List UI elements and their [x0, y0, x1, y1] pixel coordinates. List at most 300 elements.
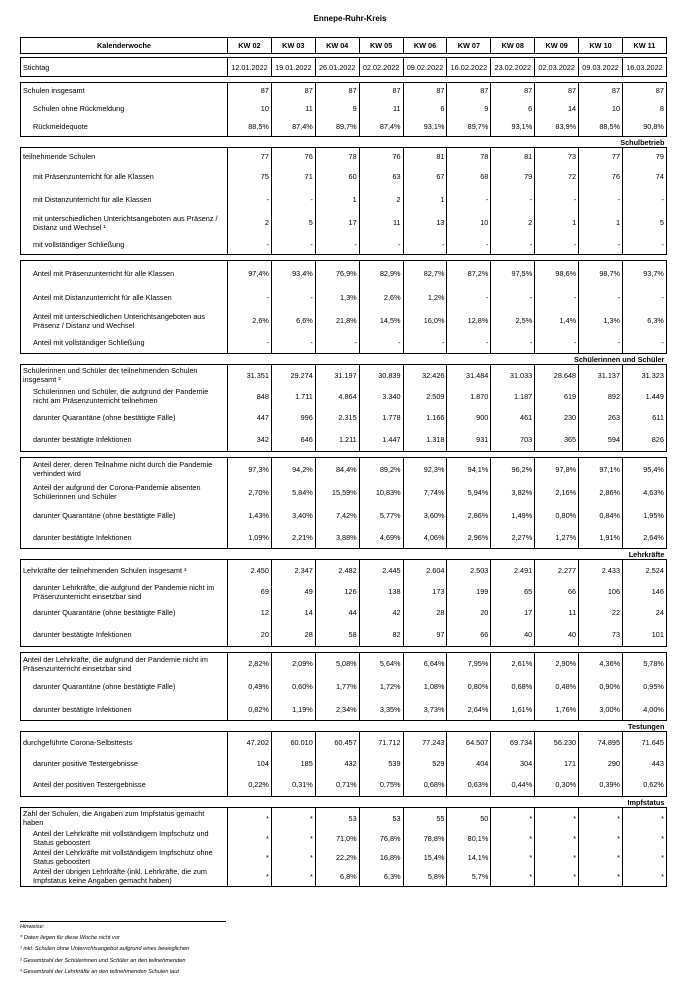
stichtag-date: 16.02.2022	[447, 58, 491, 77]
value-cell: 50	[447, 808, 491, 829]
value-cell: 1,72%	[359, 675, 403, 699]
value-cell: 87	[535, 83, 579, 99]
value-cell: 79	[491, 165, 535, 189]
footnote: ¹ inkl. Schulen ohne Unterrichtsangebot aufgrund eines beweglichen	[20, 946, 190, 953]
row-label: Schulen ohne Rückmeldung	[21, 99, 228, 118]
value-cell: 1.318	[403, 429, 447, 452]
header-week: KW 09	[535, 38, 579, 54]
value-cell: 1,08%	[403, 675, 447, 699]
stichtag-date: 19.01.2022	[271, 58, 315, 77]
row-label: Anteil der positiven Testergebnisse	[21, 774, 228, 797]
value-cell: 0,68%	[491, 675, 535, 699]
value-cell: 447	[228, 407, 272, 429]
value-cell: 5,78%	[623, 653, 667, 675]
table-row	[21, 333, 667, 354]
value-cell: 16,0%	[403, 309, 447, 333]
value-cell: 996	[271, 407, 315, 429]
value-cell: 97,8%	[535, 458, 579, 481]
value-cell: 2,61%	[491, 653, 535, 675]
value-cell: 87	[491, 83, 535, 99]
value-cell: 93,7%	[623, 261, 667, 287]
value-cell: 3,82%	[491, 481, 535, 504]
value-cell: 5,77%	[359, 504, 403, 527]
value-cell: 173	[403, 581, 447, 603]
value-cell: 5,94%	[447, 481, 491, 504]
value-cell: 1.166	[403, 407, 447, 429]
value-cell: 0,49%	[228, 675, 272, 699]
value-cell: 22	[579, 603, 623, 623]
value-cell: 3,73%	[403, 699, 447, 721]
section-heading: Impfstatus	[627, 797, 665, 807]
value-cell: *	[228, 848, 272, 867]
value-cell: 74.895	[579, 732, 623, 753]
value-cell: 10	[579, 99, 623, 118]
value-cell: 1,61%	[491, 699, 535, 721]
value-cell: 17	[315, 211, 359, 235]
value-cell: *	[491, 867, 535, 887]
row-label: Schülerinnen und Schüler, die aufgrund der Pandemie nicht am Präsenzunterricht teilnehmen	[21, 386, 228, 407]
value-cell: 98,7%	[579, 261, 623, 287]
value-cell: 28.648	[535, 365, 579, 386]
value-cell: 10	[447, 211, 491, 235]
value-cell: -	[403, 235, 447, 255]
header-week: KW 03	[271, 38, 315, 54]
value-cell: 2,86%	[579, 481, 623, 504]
value-cell: -	[271, 333, 315, 354]
value-cell: *	[623, 829, 667, 848]
row-label: darunter Quarantäne (ohne bestätigte Fälle)	[21, 407, 228, 429]
value-cell: *	[579, 808, 623, 829]
value-cell: 68	[447, 165, 491, 189]
value-cell: 5	[623, 211, 667, 235]
value-cell: 101	[623, 623, 667, 647]
value-cell: 1.447	[359, 429, 403, 452]
row-label: Anteil der aufgrund der Corona-Pandemie absenten Schülerinnen und Schüler	[21, 481, 228, 504]
value-cell: 12,8%	[447, 309, 491, 333]
value-cell: 0,22%	[228, 774, 272, 797]
value-cell: 0,71%	[315, 774, 359, 797]
stichtag-date: 12.01.2022	[228, 58, 272, 77]
value-cell: *	[579, 829, 623, 848]
table-row	[21, 808, 667, 829]
value-cell: -	[315, 235, 359, 255]
value-cell: 432	[315, 753, 359, 774]
value-cell: 146	[623, 581, 667, 603]
row-label: darunter Quarantäne (ohne bestätigte Fälle)	[21, 675, 228, 699]
value-cell: 10,83%	[359, 481, 403, 504]
value-cell: 2,27%	[491, 527, 535, 549]
value-cell: *	[228, 808, 272, 829]
row-label: teilnehmende Schulen	[21, 148, 228, 165]
header-week: KW 08	[491, 38, 535, 54]
value-cell: 1	[579, 211, 623, 235]
value-cell: -	[579, 189, 623, 211]
value-cell: 78,8%	[403, 829, 447, 848]
value-cell: 8	[623, 99, 667, 118]
row-label: darunter bestätigte Infektionen	[21, 527, 228, 549]
value-cell: 848	[228, 386, 272, 407]
value-cell: 74	[623, 165, 667, 189]
value-cell: 15,4%	[403, 848, 447, 867]
value-cell: -	[623, 235, 667, 255]
value-cell: 53	[315, 808, 359, 829]
value-cell: 64.507	[447, 732, 491, 753]
value-cell: 5	[271, 211, 315, 235]
value-cell: *	[271, 808, 315, 829]
value-cell: 0,60%	[271, 675, 315, 699]
header-week: KW 02	[228, 38, 272, 54]
header-label: Kalenderwoche	[21, 38, 228, 54]
table-row	[21, 407, 667, 429]
value-cell: 11	[359, 99, 403, 118]
value-cell: 1	[403, 189, 447, 211]
value-cell: 931	[447, 429, 491, 452]
page-title: Ennepe-Ruhr-Kreis	[313, 14, 387, 23]
value-cell: 78	[315, 148, 359, 165]
value-cell: 5,64%	[359, 653, 403, 675]
value-cell: -	[359, 333, 403, 354]
value-cell: 1.449	[623, 386, 667, 407]
value-cell: 89,7%	[447, 118, 491, 137]
value-cell: 2,64%	[447, 699, 491, 721]
value-cell: 93,4%	[271, 261, 315, 287]
value-cell: 703	[491, 429, 535, 452]
value-cell: 4,36%	[579, 653, 623, 675]
value-cell: 1	[315, 189, 359, 211]
value-cell: 5,7%	[447, 867, 491, 887]
table-row	[21, 235, 667, 255]
value-cell: 4,63%	[623, 481, 667, 504]
table-row	[21, 867, 667, 887]
value-cell: 2.277	[535, 560, 579, 581]
value-cell: 94,1%	[447, 458, 491, 481]
value-cell: 6	[491, 99, 535, 118]
value-cell: 4,06%	[403, 527, 447, 549]
table-row	[21, 165, 667, 189]
table-row	[21, 429, 667, 452]
value-cell: -	[447, 235, 491, 255]
header-week: KW 10	[579, 38, 623, 54]
value-cell: 1,77%	[315, 675, 359, 699]
section-heading-row	[21, 354, 667, 365]
value-cell: 4,69%	[359, 527, 403, 549]
value-cell: *	[623, 848, 667, 867]
value-cell: 24	[623, 603, 667, 623]
value-cell: 892	[579, 386, 623, 407]
value-cell: 28	[271, 623, 315, 647]
value-cell: 87	[228, 83, 272, 99]
row-label: darunter bestätigte Infektionen	[21, 429, 228, 452]
value-cell: 1.211	[315, 429, 359, 452]
value-cell: *	[228, 829, 272, 848]
value-cell: 594	[579, 429, 623, 452]
value-cell: 83,9%	[535, 118, 579, 137]
value-cell: 12	[228, 603, 272, 623]
value-cell: 900	[447, 407, 491, 429]
value-cell: *	[271, 848, 315, 867]
value-cell: 2,96%	[447, 527, 491, 549]
value-cell: 365	[535, 429, 579, 452]
row-label: Anteil mit vollständiger Schließung	[21, 333, 228, 354]
value-cell: 98,6%	[535, 261, 579, 287]
value-cell: 40	[535, 623, 579, 647]
section-heading-row	[21, 137, 667, 148]
value-cell: 31.323	[623, 365, 667, 386]
value-cell: 106	[579, 581, 623, 603]
value-cell: 0,80%	[447, 675, 491, 699]
table-row	[21, 189, 667, 211]
table-row	[21, 675, 667, 699]
table-row	[21, 623, 667, 647]
table-row	[21, 481, 667, 504]
row-label: Schülerinnen und Schüler der teilnehmenden Schulen insgesamt ²	[21, 365, 228, 386]
value-cell: -	[403, 333, 447, 354]
header-week: KW 07	[447, 38, 491, 54]
value-cell: 67	[403, 165, 447, 189]
row-label: darunter Quarantäne (ohne bestätigte Fälle)	[21, 504, 228, 527]
value-cell: 40	[491, 623, 535, 647]
row-label: mit vollständiger Schließung	[21, 235, 228, 255]
value-cell: 5,8%	[403, 867, 447, 887]
value-cell: 87	[315, 83, 359, 99]
value-cell: 539	[359, 753, 403, 774]
header-row	[21, 38, 667, 54]
value-cell: 2,82%	[228, 653, 272, 675]
value-cell: 1,09%	[228, 527, 272, 549]
value-cell: 0,84%	[579, 504, 623, 527]
value-cell: 31.351	[228, 365, 272, 386]
footnote-heading: Hinweise:	[20, 921, 226, 933]
value-cell: 2.491	[491, 560, 535, 581]
value-cell: 0,39%	[579, 774, 623, 797]
value-cell: -	[228, 333, 272, 354]
value-cell: *	[623, 808, 667, 829]
value-cell: 58	[315, 623, 359, 647]
value-cell: 84,4%	[315, 458, 359, 481]
header-week: KW 05	[359, 38, 403, 54]
value-cell: 5,08%	[315, 653, 359, 675]
row-label: darunter bestätigte Infektionen	[21, 623, 228, 647]
value-cell: 263	[579, 407, 623, 429]
value-cell: -	[491, 189, 535, 211]
value-cell: 826	[623, 429, 667, 452]
footnote: ² Gesamtzahl der Schülerinnen und Schüler an den teilnehmenden	[20, 957, 186, 964]
value-cell: 87	[579, 83, 623, 99]
value-cell: 90,8%	[623, 118, 667, 137]
value-cell: 1,49%	[491, 504, 535, 527]
value-cell: 2.450	[228, 560, 272, 581]
value-cell: 5,84%	[271, 481, 315, 504]
value-cell: 82,7%	[403, 261, 447, 287]
value-cell: 6,8%	[315, 867, 359, 887]
table-row	[21, 458, 667, 481]
value-cell: -	[535, 235, 579, 255]
stichtag-date: 26.01.2022	[315, 58, 359, 77]
row-label: Schulen insgesamt	[21, 83, 228, 99]
value-cell: 29.274	[271, 365, 315, 386]
value-cell: 0,44%	[491, 774, 535, 797]
table-row	[21, 148, 667, 165]
statistics-table	[20, 37, 667, 887]
value-cell: 32.426	[403, 365, 447, 386]
value-cell: 1,19%	[271, 699, 315, 721]
value-cell: 87	[359, 83, 403, 99]
value-cell: 73	[535, 148, 579, 165]
row-label: durchgeführte Corona-Selbsttests	[21, 732, 228, 753]
table-row	[21, 581, 667, 603]
value-cell: 14,1%	[447, 848, 491, 867]
value-cell: 87,2%	[447, 261, 491, 287]
value-cell: 21,8%	[315, 309, 359, 333]
value-cell: 9	[447, 99, 491, 118]
value-cell: -	[623, 189, 667, 211]
value-cell: 89,2%	[359, 458, 403, 481]
value-cell: -	[623, 287, 667, 309]
value-cell: 2,5%	[491, 309, 535, 333]
row-label: Anteil der Lehrkräfte mit vollständigem Impfschutz ohne Status geboostert	[21, 848, 228, 867]
table-row	[21, 287, 667, 309]
value-cell: 14	[271, 603, 315, 623]
table-row	[21, 365, 667, 386]
table-row	[21, 527, 667, 549]
stichtag-date: 09.03.2022	[579, 58, 623, 77]
value-cell: 81	[491, 148, 535, 165]
value-cell: 304	[491, 753, 535, 774]
value-cell: *	[535, 829, 579, 848]
row-label: darunter Lehrkräfte, die aufgrund der Pandemie nicht im Präsenzunterricht einsetzbar sind	[21, 581, 228, 603]
value-cell: 71	[271, 165, 315, 189]
value-cell: 2.445	[359, 560, 403, 581]
value-cell: 97	[403, 623, 447, 647]
value-cell: 2	[228, 211, 272, 235]
row-label: Anteil der Lehrkräfte mit vollständigem Impfschutz und Status geboostert	[21, 829, 228, 848]
value-cell: 81	[403, 148, 447, 165]
value-cell: 2,90%	[535, 653, 579, 675]
value-cell: -	[271, 235, 315, 255]
value-cell: *	[271, 829, 315, 848]
table-row	[21, 309, 667, 333]
section-heading: Testungen	[628, 721, 665, 731]
value-cell: 82,9%	[359, 261, 403, 287]
value-cell: 138	[359, 581, 403, 603]
row-label: Anteil mit Präsenzunterricht für alle Klassen	[21, 261, 228, 287]
value-cell: 2	[491, 211, 535, 235]
value-cell: 0,62%	[623, 774, 667, 797]
value-cell: 3,35%	[359, 699, 403, 721]
stichtag-date: 16.03.2022	[623, 58, 667, 77]
value-cell: 126	[315, 581, 359, 603]
value-cell: 93,1%	[403, 118, 447, 137]
stichtag-date: 02.02.2022	[359, 58, 403, 77]
value-cell: 2,34%	[315, 699, 359, 721]
value-cell: 1,3%	[315, 287, 359, 309]
section-heading-row	[21, 549, 667, 560]
value-cell: *	[228, 867, 272, 887]
value-cell: -	[491, 235, 535, 255]
value-cell: 1.870	[447, 386, 491, 407]
value-cell: -	[491, 333, 535, 354]
value-cell: 0,30%	[535, 774, 579, 797]
value-cell: 16,8%	[359, 848, 403, 867]
value-cell: -	[447, 189, 491, 211]
value-cell: 30.839	[359, 365, 403, 386]
table-row	[21, 848, 667, 867]
table-row	[21, 653, 667, 675]
footnote: * Daten liegen für diese Woche nicht vor	[20, 935, 120, 942]
table-row	[21, 560, 667, 581]
value-cell: -	[359, 235, 403, 255]
table-row	[21, 211, 667, 235]
value-cell: 0,95%	[623, 675, 667, 699]
value-cell: 619	[535, 386, 579, 407]
value-cell: 0,90%	[579, 675, 623, 699]
value-cell: 9	[315, 99, 359, 118]
value-cell: 60	[315, 165, 359, 189]
row-label: Anteil mit unterschiedlichen Unterichtsangeboten aus Präsenz / Distanz und Wechsel	[21, 309, 228, 333]
value-cell: 13	[403, 211, 447, 235]
value-cell: 15,59%	[315, 481, 359, 504]
value-cell: 104	[228, 753, 272, 774]
value-cell: 2.524	[623, 560, 667, 581]
value-cell: *	[579, 867, 623, 887]
stichtag-date: 23.02.2022	[491, 58, 535, 77]
value-cell: 0,63%	[447, 774, 491, 797]
value-cell: 1,4%	[535, 309, 579, 333]
value-cell: *	[535, 867, 579, 887]
value-cell: 80,1%	[447, 829, 491, 848]
value-cell: 69	[228, 581, 272, 603]
value-cell: 10	[228, 99, 272, 118]
value-cell: 2.503	[447, 560, 491, 581]
value-cell: 1,2%	[403, 287, 447, 309]
value-cell: 2	[359, 189, 403, 211]
value-cell: 2.509	[403, 386, 447, 407]
value-cell: 1.778	[359, 407, 403, 429]
value-cell: *	[579, 848, 623, 867]
value-cell: 76,9%	[315, 261, 359, 287]
value-cell: 28	[403, 603, 447, 623]
value-cell: 2,16%	[535, 481, 579, 504]
section-heading-row	[21, 797, 667, 808]
value-cell: 78	[447, 148, 491, 165]
value-cell: -	[623, 333, 667, 354]
value-cell: 2,21%	[271, 527, 315, 549]
value-cell: *	[623, 867, 667, 887]
row-label: mit Distanzunterricht für alle Klassen	[21, 189, 228, 211]
value-cell: 404	[447, 753, 491, 774]
section-heading: Schülerinnen und Schüler	[573, 354, 665, 364]
value-cell: 7,95%	[447, 653, 491, 675]
value-cell: 42	[359, 603, 403, 623]
value-cell: 11	[271, 99, 315, 118]
value-cell: 22,2%	[315, 848, 359, 867]
row-label: mit Präsenzunterricht für alle Klassen	[21, 165, 228, 189]
value-cell: 31.197	[315, 365, 359, 386]
value-cell: -	[579, 235, 623, 255]
value-cell: 1,91%	[579, 527, 623, 549]
row-label: darunter positive Testergebnisse	[21, 753, 228, 774]
value-cell: 1,3%	[579, 309, 623, 333]
value-cell: -	[579, 333, 623, 354]
value-cell: 76	[271, 148, 315, 165]
value-cell: 60.010	[271, 732, 315, 753]
value-cell: -	[228, 287, 272, 309]
value-cell: -	[315, 333, 359, 354]
value-cell: 93,1%	[491, 118, 535, 137]
value-cell: *	[535, 848, 579, 867]
value-cell: 0,80%	[535, 504, 579, 527]
value-cell: 31.137	[579, 365, 623, 386]
